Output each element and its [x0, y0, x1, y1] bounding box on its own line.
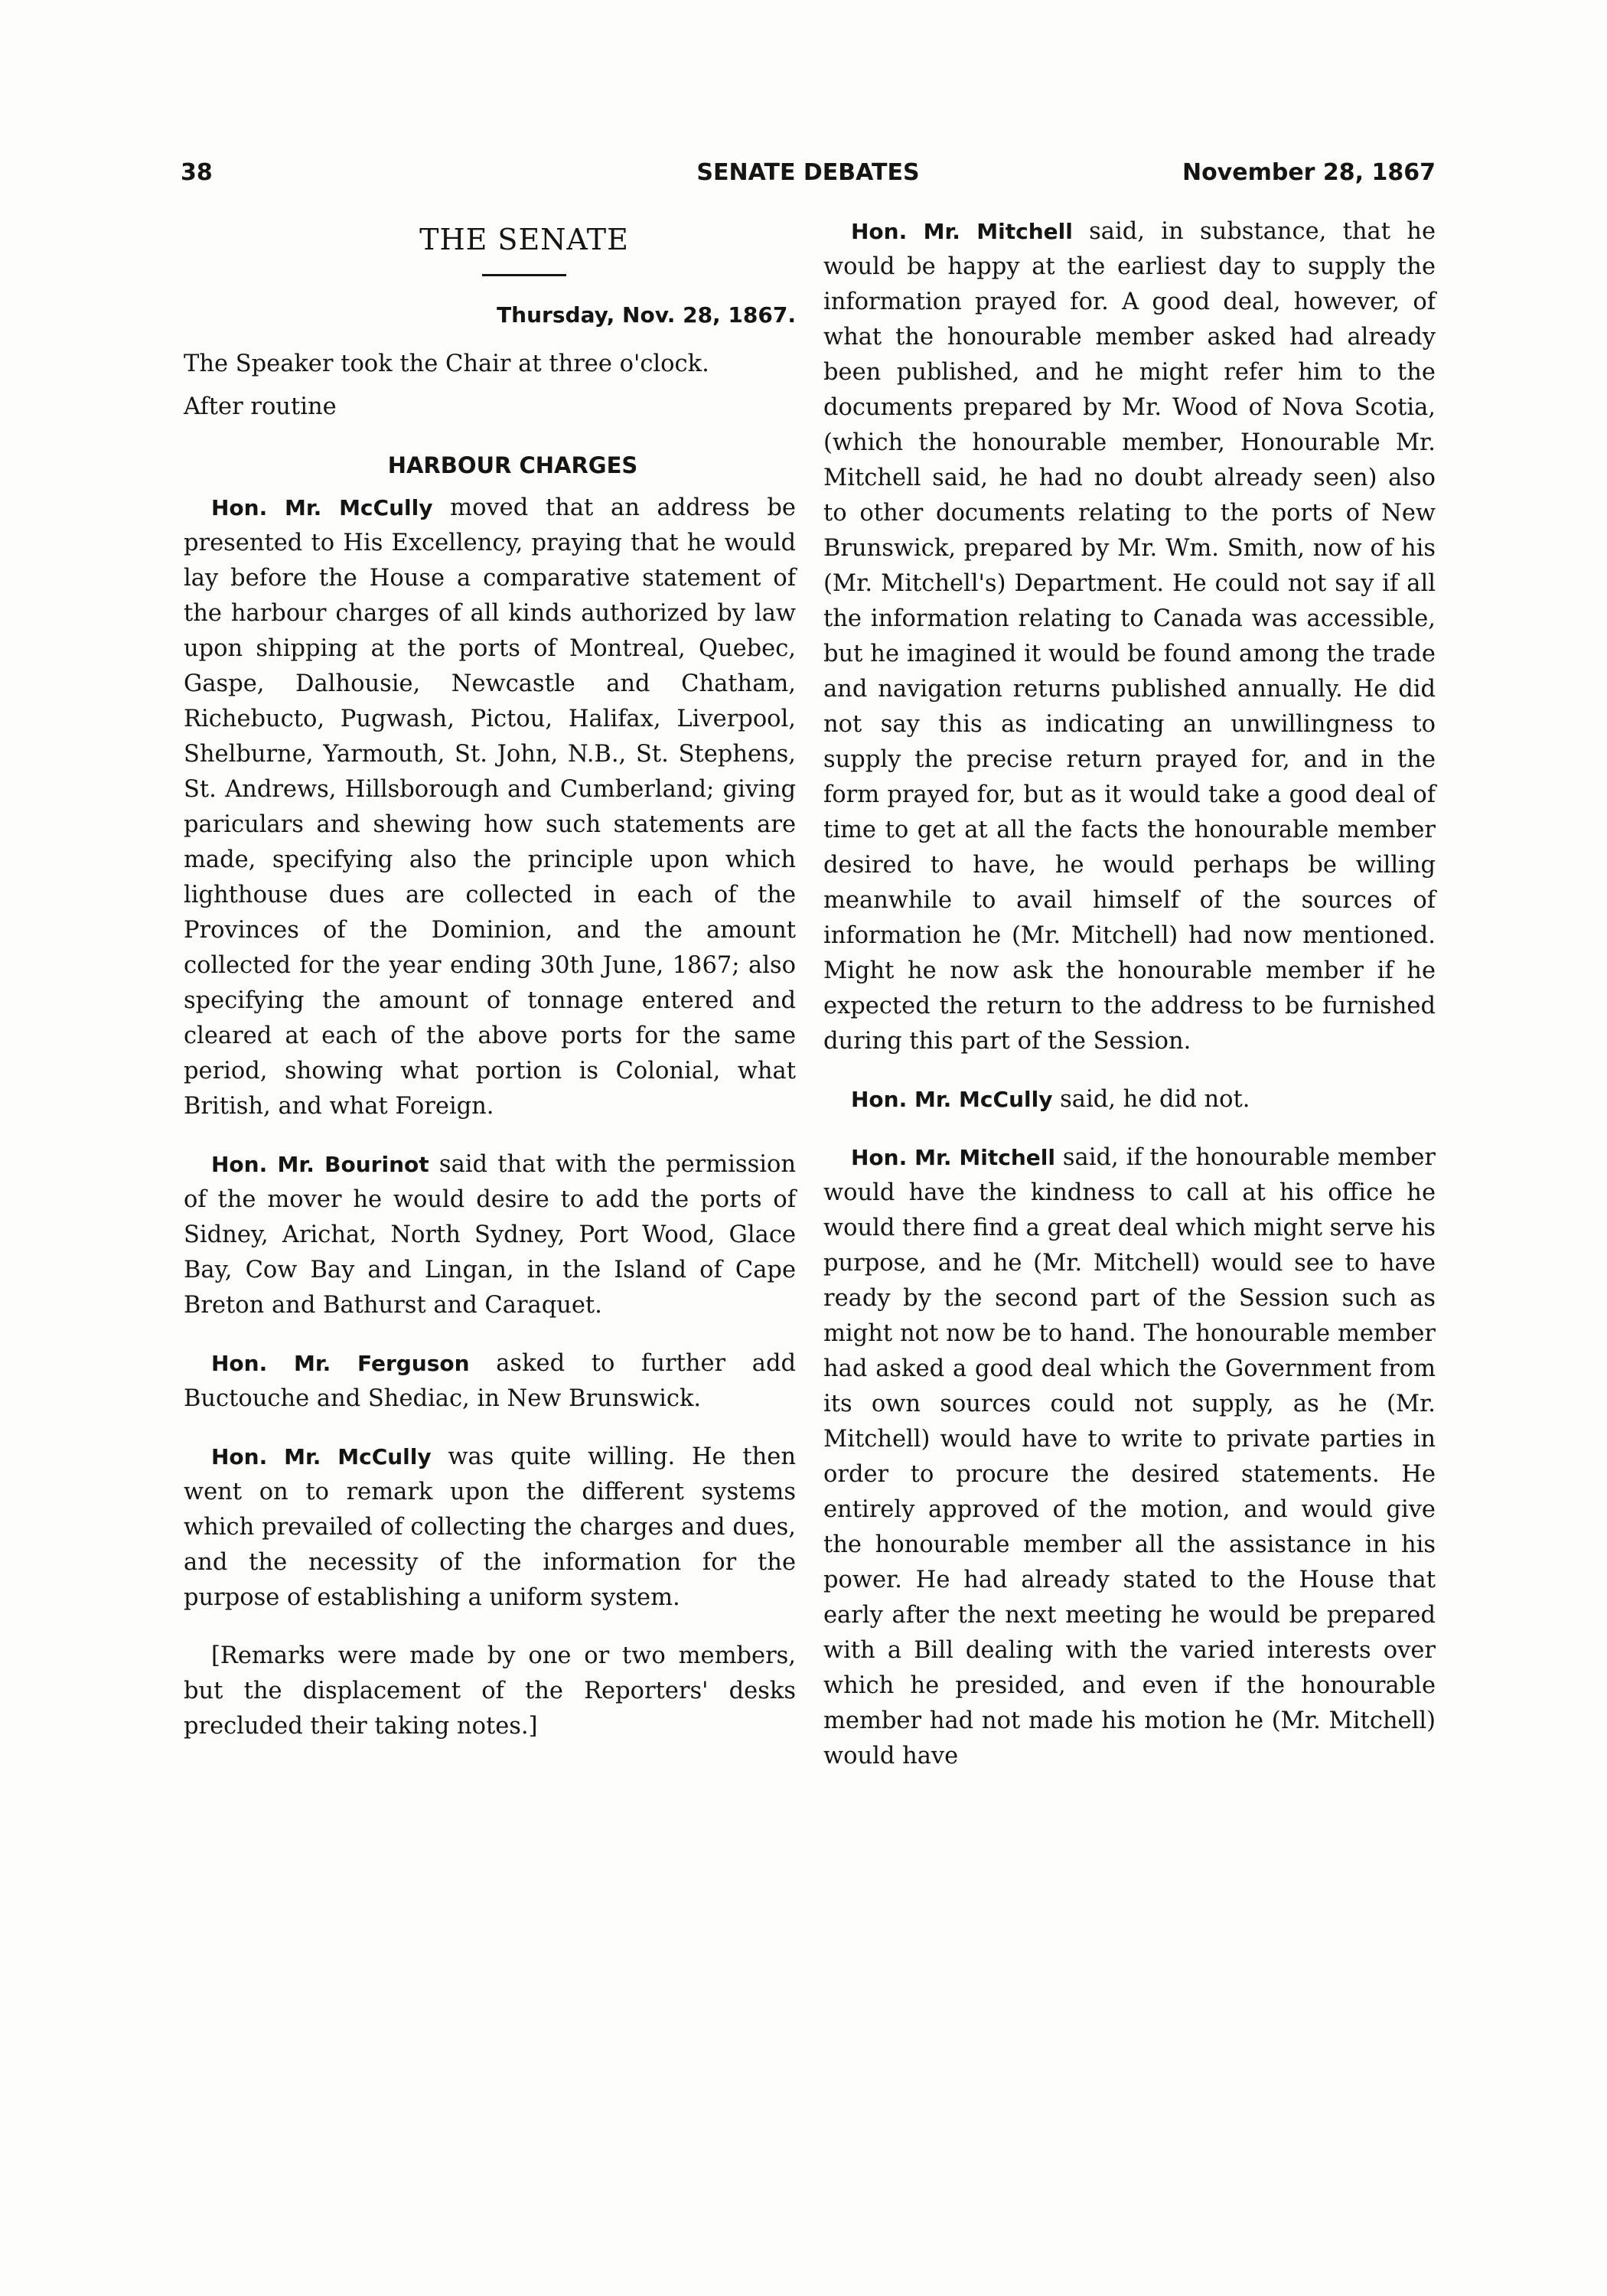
speech-text: said, he did not.: [1052, 1086, 1250, 1113]
speech-paragraph: [823, 1082, 1436, 1117]
title-rule: [482, 274, 566, 276]
speaker-name: Hon. Mr. Mitchell: [851, 1145, 1055, 1170]
editorial-note: [184, 1639, 796, 1744]
running-header: [181, 159, 1436, 194]
speech-paragraph: [184, 491, 796, 1124]
speaker-name: Hon. Mr. Mitchell: [851, 219, 1073, 244]
left-column: [184, 214, 796, 1767]
speech-text: moved that an address be presented to His Excellency, praying that he would lay before the House a comparative statement of the harbour charges of all kinds authorized by law upon shipping at the ports of Montreal, Quebec, Gaspe, Dalhousie, Newcastle and Chatham, Richebucto, Pugwash, Pictou, Halifax, Liverpool, Shelburne, Yarmouth, St. John, N.B., St. Stephens, St. Andrews, Hillsborough and Cumberland; giving pariculars and shewing how such statements are made, specifying also the principle upon which lighthouse dues are collected in each of the Provinces of the Dominion, and the amount collected for the year ending 30th June, 1867; also specifying the amount of tonnage entered and cleared at each of the above ports for the same period, showing what portion is Colonial, what British, and what Foreign.: [184, 494, 796, 1120]
speech-paragraph: [823, 214, 1436, 1059]
speech-text: said, if the honourable member would have the kindness to call at his office he would there find a great deal which might serve his purpose, and he (Mr. Mitchell) would see to have ready by the second part of the Session such as might not now be to hand. The honourable member had asked a good deal which the Government from its own sources could not supply, as he (Mr. Mitchell) would have to write to private parties in order to procure the desired statements. He entirely approved of the motion, and would give the honourable member all the assistance in his power. He had already stated to the House that early after the next meeting he would be prepared with a Bill dealing with the varied interests over which he presided, and even if the honourable member had not made his motion he (Mr. Mitchell) would have: [823, 1144, 1436, 1769]
speech-paragraph: [184, 1346, 796, 1417]
publication-title: SENATE DEBATES: [696, 159, 920, 186]
speech-text: said that with the permission of the mover he would desire to add the ports of Sidney, Arichat, North Sydney, Port Wood, Glace Bay, Cow Bay and Lingan, in the Island of Cape Breton and Bathurst and Caraquet.: [184, 1151, 796, 1319]
header-date: November 28, 1867: [1182, 159, 1436, 186]
speaker-name: Hon. Mr. McCully: [211, 1444, 432, 1469]
right-column: [823, 214, 1436, 1797]
note-text: [Remarks were made by one or two members, but the displacement of the Reporters' desks precluded their taking notes.]: [184, 1642, 796, 1740]
page-number: 38: [181, 159, 213, 186]
sitting-date: Thursday, Nov. 28, 1867.: [497, 302, 796, 328]
speaker-name: Hon. Mr. Bourinot: [211, 1152, 429, 1177]
speech-text: was quite willing. He then went on to remark upon the different systems which prevailed of collecting the charges and dues, and the necessity of the information for the purpose of establishing a uniform system.: [184, 1443, 796, 1611]
speaker-name: Hon. Mr. Ferguson: [211, 1351, 470, 1376]
speaker-name: Hon. Mr. McCully: [851, 1087, 1053, 1112]
section-heading: HARBOUR CHARGES: [387, 452, 638, 478]
section-title: THE SENATE: [419, 223, 629, 256]
speech-paragraph: [823, 1140, 1436, 1774]
speech-text: said, in substance, that he would be happy at the earliest day to supply the information prayed for. A good deal, however, of what the honourable member asked had already been published, and he might refer him to the documents prepared by Mr. Wood of Nova Scotia, (which the honourable member, Honourable Mr. Mitchell said, he had no doubt already seen) also to other documents relating to the ports of New Brunswick, prepared by Mr. Wm. Smith, now of his (Mr. Mitchell's) Department. He could not say if all the information relating to Canada was accessible, but he imagined it would be found among the trade and navigation returns published annually. He did not say this as indicating an unwillingness to supply the precise return prayed for, and in the form prayed for, but as it would take a good deal of time to get at all the facts the honourable member desired to have, he would perhaps be willing meanwhile to avail himself of the sources of information he (Mr. Mitchell) had now mentioned. Might he now ask the honourable member if he expected the return to the address to be furnished during this part of the Session.: [823, 218, 1436, 1055]
opening-line: The Speaker took the Chair at three o'clock.: [184, 351, 709, 377]
routine-line: After routine: [184, 393, 337, 420]
speaker-name: Hon. Mr. McCully: [211, 495, 433, 520]
speech-paragraph: [184, 1147, 796, 1323]
speech-text: asked to further add Buctouche and Shediac, in New Brunswick.: [184, 1350, 796, 1412]
speech-paragraph: [184, 1440, 796, 1616]
